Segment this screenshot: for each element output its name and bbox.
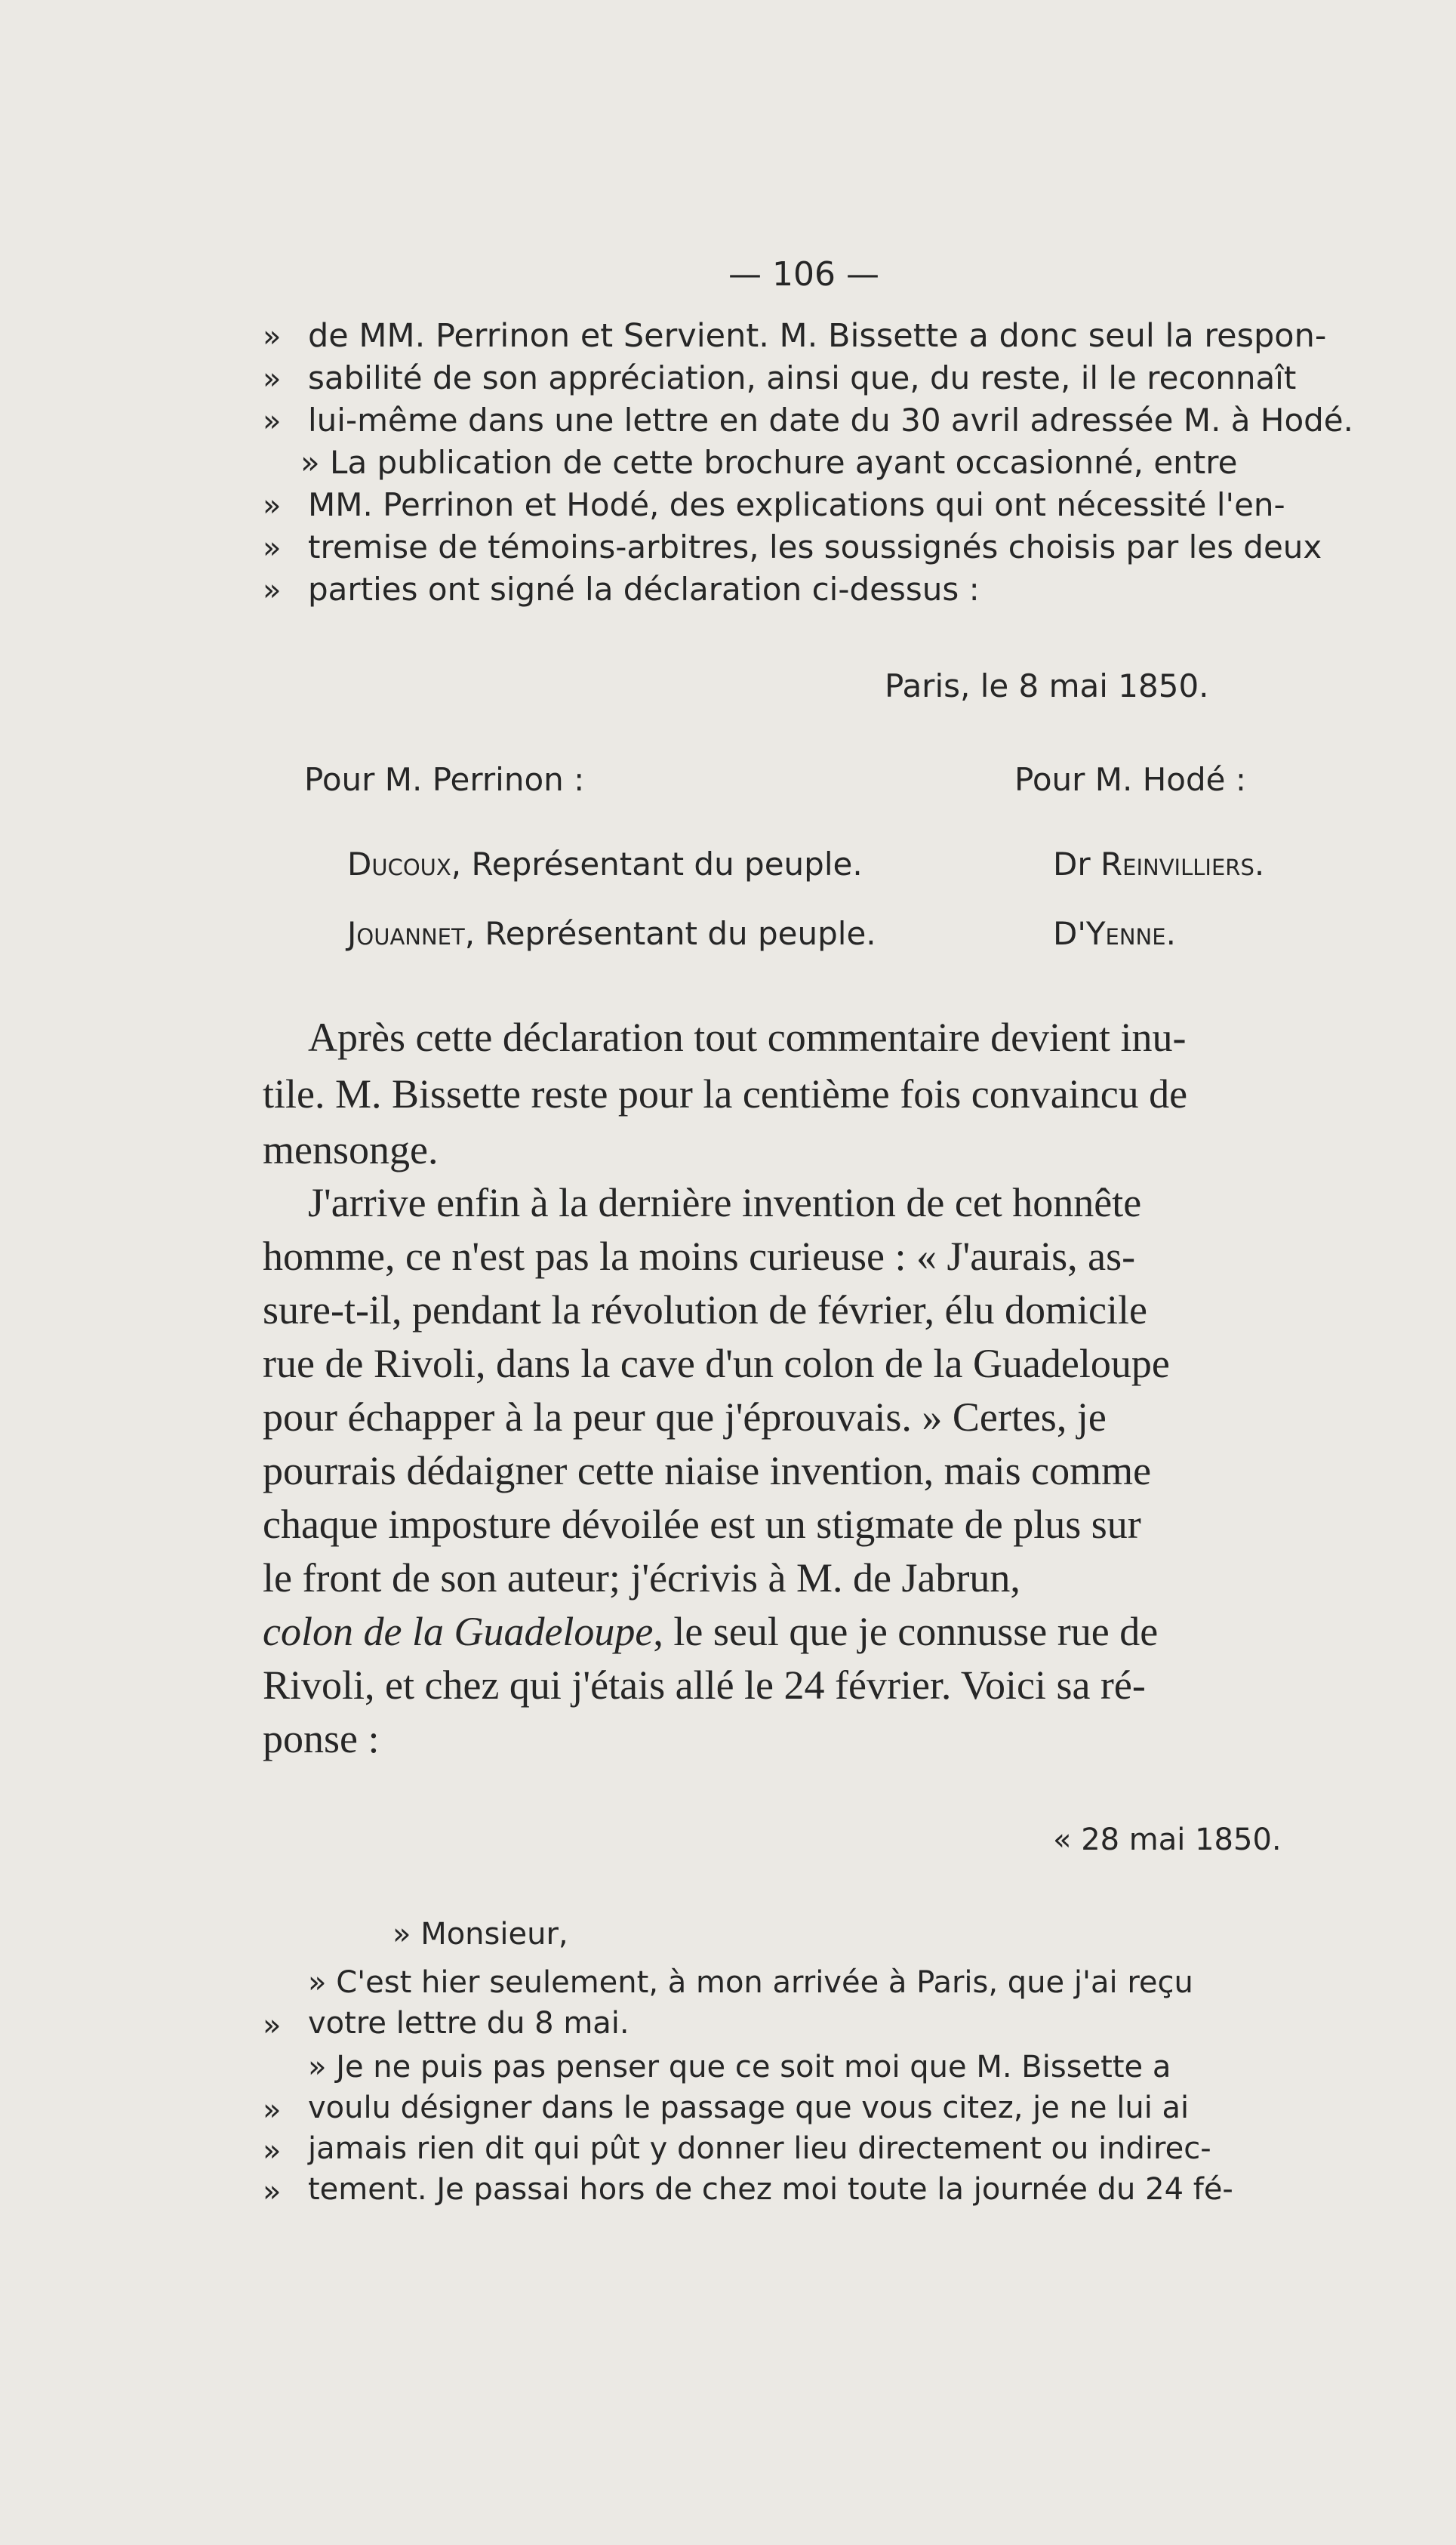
letter-line: voulu désigner dans le passage que vous citez, je ne lui ai — [308, 2091, 1190, 2125]
letter-line: » C'est hier seulement, à mon arrivée à Paris, que j'ai reçu — [308, 1965, 1193, 2000]
quote-mark: » — [263, 319, 282, 354]
letter-date: « 28 mai 1850. — [1053, 1822, 1282, 1857]
page-number: — 106 — — [728, 255, 879, 294]
quoted-line: lui-même dans une lettre en date du 30 avril adressée M. à Hodé. — [308, 402, 1353, 439]
signatory-name: Jouannet — [347, 915, 465, 952]
quoted-line: MM. Perrinon et Hodé, des explications qui ont nécessité l'en- — [308, 486, 1285, 523]
signature-right-2 — [1053, 915, 1176, 952]
body-line: pourrais dédaigner cette niaise invention, mais comme — [263, 1448, 1152, 1493]
body-line: sure-t-il, pendant la révolution de février, élu domicile — [263, 1287, 1147, 1333]
body-line: J'arrive enfin à la dernière invention de cet honnête — [308, 1180, 1142, 1225]
signatory-name: Ducoux — [347, 846, 451, 883]
letter-line: jamais rien dit qui pût y donner lieu directement ou indirec- — [308, 2131, 1211, 2166]
quote-mark: » — [263, 404, 282, 439]
body-line: chaque imposture dévoilée est un stigmate de plus sur — [263, 1502, 1141, 1547]
line-rest: , le seul que je connusse rue de — [653, 1609, 1159, 1654]
quoted-line: de MM. Perrinon et Servient. M. Bissette a donc seul la respon- — [308, 317, 1327, 355]
body-line: rue de Rivoli, dans la cave d'un colon de la Guadeloupe — [263, 1341, 1170, 1386]
signatory-prefix: Dr — [1053, 846, 1091, 883]
quote-mark: » — [263, 2093, 282, 2128]
quote-mark: » — [263, 531, 282, 565]
signature-left-2 — [347, 915, 876, 952]
signatory-name: Reinvilliers. — [1100, 846, 1265, 883]
signature-header-right: Pour M. Hodé : — [1014, 761, 1246, 798]
quote-mark: » — [263, 2134, 282, 2168]
quote-mark: » — [263, 488, 282, 523]
letter-line: » Je ne puis pas penser que ce soit moi que M. Bissette a — [308, 2050, 1171, 2084]
signature-right-1 — [1053, 846, 1264, 883]
quote-mark: » — [263, 573, 282, 608]
body-line — [263, 1608, 1158, 1655]
date-line: Paris, le 8 mai 1850. — [885, 667, 1209, 704]
letter-line: tement. Je passai hors de chez moi toute la journée du 24 fé- — [308, 2172, 1233, 2207]
quote-mark: » — [263, 362, 282, 396]
signatory-title: , Représentant du peuple. — [451, 846, 863, 883]
quote-mark: » — [263, 2174, 282, 2209]
quoted-line: parties ont signé la déclaration ci-dessus : — [308, 571, 980, 608]
quoted-line: tremise de témoins-arbitres, les soussignés choisis par les deux — [308, 528, 1322, 565]
quote-mark: » — [263, 2008, 282, 2043]
signature-left-1 — [347, 846, 863, 883]
signatory-title: , Représentant du peuple. — [464, 915, 876, 952]
body-line: pour échapper à la peur que j'éprouvais. » Certes, je — [263, 1394, 1107, 1440]
body-line: ponse : — [263, 1716, 380, 1761]
quoted-line: sabilité de son appréciation, ainsi que, du reste, il le reconnaît — [308, 359, 1297, 396]
signature-header-left: Pour M. Perrinon : — [304, 761, 585, 798]
body-line: mensonge. — [263, 1127, 439, 1172]
italic-phrase: colon de la Guadeloupe — [263, 1609, 654, 1654]
body-line: Après cette déclaration tout commentaire devient inu- — [308, 1015, 1187, 1060]
body-line: le front de son auteur; j'écrivis à M. de Jabrun, — [263, 1555, 1020, 1601]
signatory-name: D'Yenne. — [1053, 915, 1176, 952]
body-line: homme, ce n'est pas la moins curieuse : « J'aurais, as- — [263, 1234, 1136, 1279]
body-line: Rivoli, et chez qui j'étais allé le 24 février. Voici sa ré- — [263, 1662, 1146, 1708]
quoted-line: » La publication de cette brochure ayant occasionné, entre — [300, 444, 1238, 481]
letter-salutation: » Monsieur, — [392, 1917, 568, 1952]
body-line: tile. M. Bissette reste pour la centième fois convaincu de — [263, 1071, 1188, 1117]
letter-line: votre lettre du 8 mai. — [308, 2006, 629, 2041]
